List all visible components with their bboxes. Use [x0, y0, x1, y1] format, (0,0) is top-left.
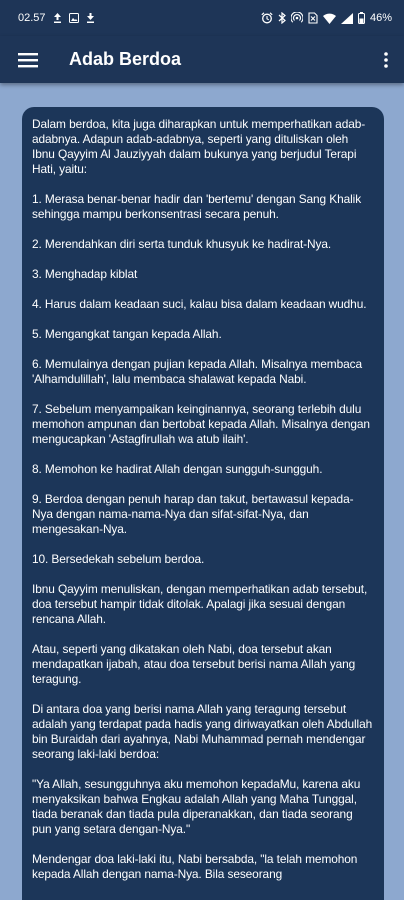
status-right [261, 12, 392, 24]
list-item-6: 6. Memulainya dengan pujian kepada Allah. Misalnya membaca 'Alhamdulillah', lalu membaca shalawat kepada Nabi. [32, 357, 362, 386]
paragraph-ijabah: Atau, seperti yang dikatakan oleh Nabi, doa tersebut akan mendapatkan ijabah, atau doa tersebut berisi nama Allah yang teragung. [32, 642, 356, 686]
status-bar [0, 0, 404, 36]
list-item-1: 1. Merasa benar-benar hadir dan 'bertemu' dengan Sang Khalik sehingga mampu berkonsentrasi secara penuh. [32, 192, 362, 221]
battery-percent: 46% [369, 12, 392, 24]
hamburger-menu-icon [18, 52, 38, 68]
list-item-10: 10. Bersedekah sebelum berdoa. [32, 552, 205, 566]
upload-icon [53, 13, 62, 23]
list-item-9: 9. Berdoa dengan penuh harap dan takut, bertawasul kepada-Nya dengan nama-nama-Nya dan sifat-sifat-Nya, dan mengesakan-Nya. [32, 492, 354, 536]
status-time: 02.57 [18, 12, 46, 24]
list-item-7: 7. Sebelum menyampaikan keinginannya, seorang terlebih dulu memohon ampunan dan bertobat kepada Allah. Misalnya dengan mengucapkan 'Astagfirullah wa atub ilaih'. [32, 402, 370, 446]
app-bar [0, 36, 404, 83]
overflow-menu-button[interactable] [368, 36, 404, 83]
more-vert-icon [384, 52, 388, 68]
list-item-4: 4. Harus dalam keadaan suci, kalau bisa dalam keadaan wudhu. [32, 297, 367, 311]
wifi-icon [323, 13, 336, 24]
alarm-icon [261, 12, 273, 24]
page-title: Adab Berdoa [69, 49, 182, 69]
signal-icon [341, 13, 353, 24]
list-item-2: 2. Merendahkan diri serta tunduk khusyuk ke hadirat-Nya. [32, 237, 332, 251]
bluetooth-icon [278, 12, 286, 24]
paragraph-doa-quote: "Ya Allah, sesungguhnya aku memohon kepadaMu, karena aku menyaksikan bahwa Engkau adalah Allah yang Maha Tunggal, tiada beranak dan tiada pula diperanakkan, dan tiada seorang pun yang setara dengan-Nya." [32, 777, 361, 836]
image-icon [69, 13, 79, 23]
list-item-8: 8. Memohon ke hadirat Allah dengan sungguh-sungguh. [32, 462, 323, 476]
list-item-3: 3. Menghadap kiblat [32, 267, 138, 281]
download-icon [86, 13, 95, 23]
status-left [18, 12, 95, 24]
paragraph-hadis: Di antara doa yang berisi nama Allah yang teragung tersebut adalah yang terdapat pada hadis yang diriwayatkan oleh Abdullah bin Buraidah dari ayahnya, Nabi Muhammad pernah mendengar seorang laki-laki berdoa: [32, 702, 373, 761]
no-sim-icon [308, 12, 318, 24]
paragraph-nabi-bersabda: Mendengar doa laki-laki itu, Nabi bersabda, "la telah memohon kepada Allah dengan nama-Nya. Bila seseorang [32, 852, 358, 881]
content-card[interactable] [22, 107, 384, 900]
paragraph-ibnu-qayyim: Ibnu Qayyim menuliskan, dengan memperhatikan adab tersebut, doa tersebut hampir tidak ditolak. Apalagi jika sesuai dengan rencana Allah. [32, 582, 368, 626]
hotspot-icon [291, 12, 303, 24]
battery-icon [358, 12, 365, 24]
article-content [32, 117, 374, 882]
menu-button[interactable] [0, 36, 56, 83]
list-item-5: 5. Mengangkat tangan kepada Allah. [32, 327, 222, 341]
paragraph-intro: Dalam berdoa, kita juga diharapkan untuk memperhatikan adab-adabnya. Adapun adab-adabnya, seperti yang dituliskan oleh Ibnu Qayyim Al Jauziyyah dalam bukunya yang berjudul Terapi Hati, yaitu: [32, 117, 366, 176]
